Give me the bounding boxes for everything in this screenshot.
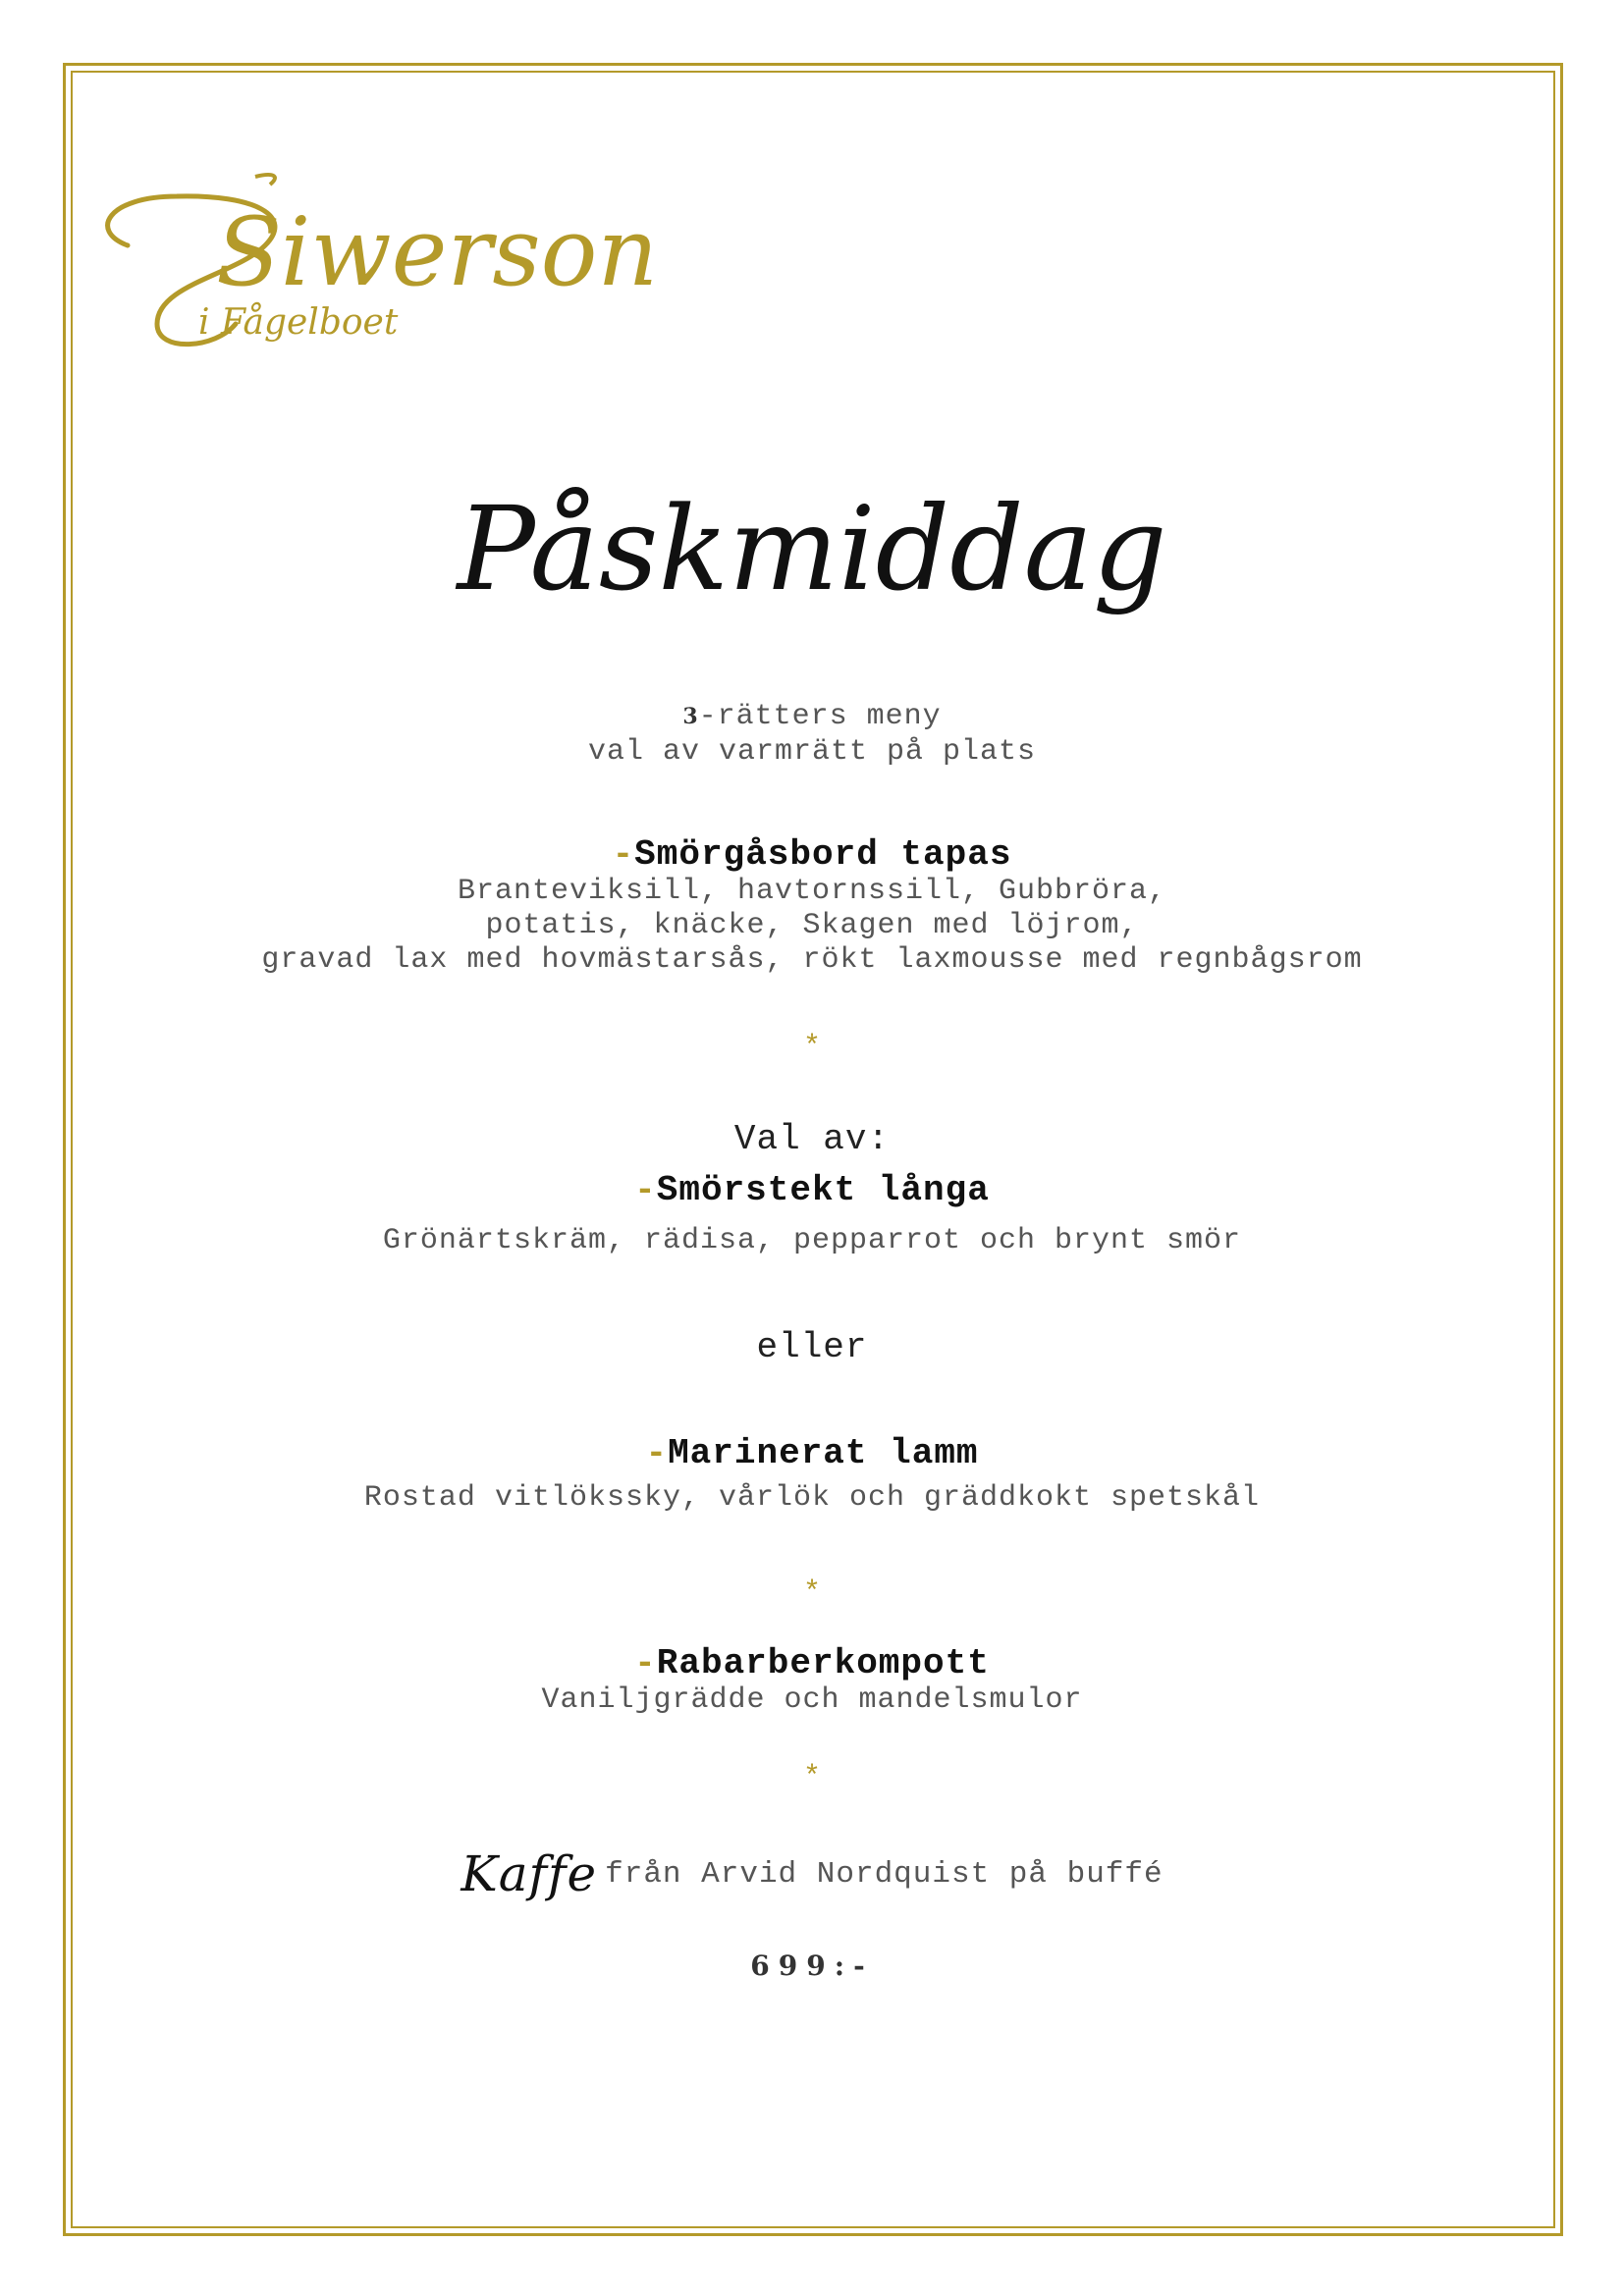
starter-name: Smörgåsbord tapas xyxy=(634,834,1012,875)
coffee-word: Kaffe xyxy=(460,1845,598,1902)
starter xyxy=(0,834,1624,978)
main2-name: Marinerat lamm xyxy=(668,1433,979,1473)
logo-subtitle: i Fågelboet xyxy=(198,302,399,343)
logo xyxy=(69,137,658,363)
choice-label: Val av: xyxy=(733,1119,891,1159)
intro-line-2: val av varmrätt på plats xyxy=(587,735,1037,769)
separator-2: * xyxy=(802,1576,821,1610)
courses-number: 3 xyxy=(682,704,699,729)
main1-name: Smörstekt långa xyxy=(656,1170,990,1210)
starter-line-3: gravad lax med hovmästarsås, rökt laxmousse med regnbågsrom xyxy=(261,943,1363,977)
dessert xyxy=(0,1643,1624,1718)
price: 699:- xyxy=(750,1949,874,1982)
starter-line-1: Branteviksill, havtornssill, Gubbröra, xyxy=(457,875,1167,908)
separator-3: * xyxy=(802,1761,821,1794)
menu-title-text: Påskmiddag xyxy=(457,481,1167,616)
main2-dash: - xyxy=(645,1433,669,1473)
separator-1: * xyxy=(802,1031,821,1064)
main2-desc: Rostad vitlökssky, vårlök och gräddkokt spetskål xyxy=(363,1481,1261,1515)
or-label: eller xyxy=(756,1327,868,1367)
starter-dash: - xyxy=(612,834,635,875)
dessert-name: Rabarberkompott xyxy=(656,1643,990,1683)
coffee-line xyxy=(0,1845,1624,1902)
main1-desc: Grönärtskräm, rädisa, pepparrot och brynt smör xyxy=(382,1224,1242,1257)
intro xyxy=(0,699,1624,770)
main-course-1 xyxy=(0,1170,1624,1258)
starter-line-2: potatis, knäcke, Skagen med löjrom, xyxy=(485,909,1139,942)
dessert-dash: - xyxy=(634,1643,657,1683)
logo-name: Siwerson xyxy=(216,197,659,307)
coffee-text: från Arvid Nordquist på buffé xyxy=(605,1857,1164,1893)
main1-dash: - xyxy=(634,1170,657,1210)
courses-label: -rätters meny xyxy=(698,700,942,733)
dessert-desc: Vaniljgrädde och mandelsmulor xyxy=(541,1683,1083,1717)
menu-title xyxy=(0,461,1624,687)
main-course-2 xyxy=(0,1433,1624,1516)
